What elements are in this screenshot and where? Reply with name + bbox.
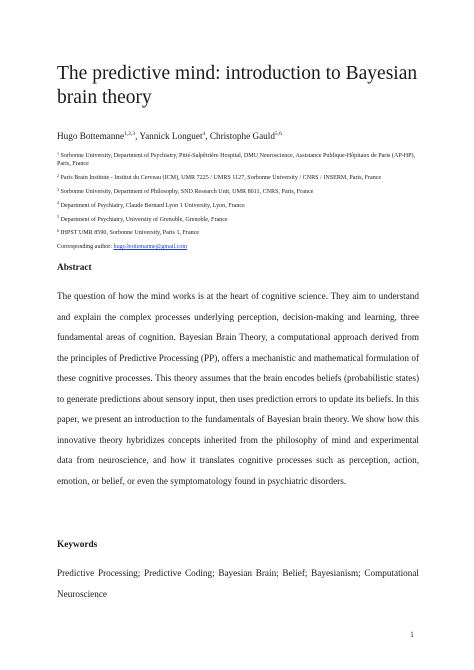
author-affiliation-marker: 1,2,3: [124, 131, 136, 137]
corresponding-label: Corresponding author:: [57, 244, 114, 251]
author-separator: ,: [135, 131, 140, 141]
affiliation-item: [57, 188, 425, 196]
affiliation-item: [57, 202, 425, 210]
author-name: Yannick Longuet: [139, 131, 203, 141]
affiliation-text: Paris Brain Institute - Institut du Cerveau (ICM), UMR 7225 / UMRS 1127, Sorbonne University / CNRS / INSERM, Paris, France: [60, 175, 382, 182]
affiliation-number: 6: [57, 227, 59, 233]
paper-title: The predictive mind: introduction to Bayesian brain theory: [57, 63, 418, 108]
affiliation-text: IHPST UMR 8590, Sorbonne University, Paris 1, France: [60, 230, 200, 237]
affiliation-number: 4: [57, 200, 59, 206]
affiliation-item: [57, 152, 425, 169]
author-affiliation-marker: 5,6: [274, 131, 282, 137]
keywords-body: Predictive Processing; Predictive Coding; Bayesian Brain; Belief; Bayesianism; Computational Neuroscience: [57, 568, 419, 599]
author-list: [57, 130, 437, 142]
author-separator: ,: [205, 131, 210, 141]
affiliation-number: 1: [57, 150, 59, 156]
author-name: Christophe Gauld: [209, 131, 275, 141]
abstract-body: The question of how the mind works is at the heart of cognitive science. They aim to understand and explain the complex processes underlying perception, decision-making and learning, three fundamental areas of cognition. Bayesian Brain Theory, a computational approach derived from the principles of Predictive Processing (PP), offers a mechanistic and mathematical formulation of these cognitive processes. This theory assumes that the brain encodes beliefs (probabilistic states) to generate predictions about sensory input, then uses prediction errors to update its beliefs. In this paper, we present an introduction to the fundamentals of Bayesian brain theory. We show how this innovative theory hybridizes concepts inherited from the philosophy of mind and experimental data from neuroscience, and how it translates cognitive processes such as perception, action, emotion, or belief, or even the symptomatology found in psychiatric disorders.: [57, 291, 419, 486]
affiliation-list: [57, 152, 425, 252]
affiliation-item: [57, 174, 425, 182]
author-affiliation-marker: 4: [202, 131, 206, 137]
affiliation-number: 2: [57, 172, 59, 178]
affiliation-text: Sorbonne University, Department of Psychiatry, Pitié-Salpêtrière Hospital, DMU Neuroscience, Assistance Publique-Hôpitaux de Paris (AP-HP), Paris, France: [57, 153, 416, 168]
affiliation-text: Department of Psychiatry, Claude Bernard Lyon 1 University, Lyon, France: [60, 202, 245, 209]
affiliation-item: [57, 229, 425, 237]
affiliation-number: 3: [57, 186, 59, 192]
affiliation-text: Sorbonne University, Department of Philosophy, SND Research Unit, UMR 8011, CNRS, Paris, France: [60, 189, 314, 195]
abstract-heading: Abstract: [57, 263, 92, 273]
affiliation-text: Department of Psychiatry, University of Grenoble, Grenoble, France: [60, 216, 228, 223]
affiliation-number: 5: [57, 214, 59, 220]
corresponding-author: [57, 243, 425, 251]
affiliation-item: [57, 216, 425, 224]
author-name: Hugo Bottemanne: [57, 131, 125, 141]
corresponding-email-link[interactable]: hugo.bottemanne@gmail.com: [113, 244, 188, 251]
keywords-heading: Keywords: [57, 540, 98, 550]
page-number: 1: [410, 630, 414, 639]
